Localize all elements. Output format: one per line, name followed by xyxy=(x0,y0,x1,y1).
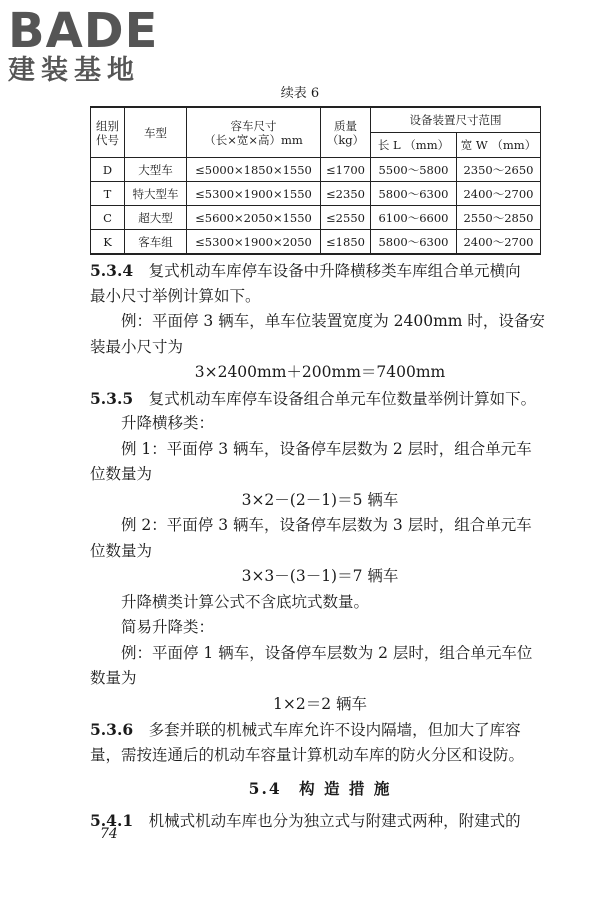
table-caption: 续表 6 xyxy=(280,86,320,101)
header-size: 容车尺寸 （长×宽×高）mm xyxy=(187,107,321,158)
clause-5-4-1: 5.4.1 机械式机动车库也分为独立式与附建式两种，附建式的 xyxy=(90,810,521,830)
section-heading: 5.4 构 造 措 施 xyxy=(248,779,392,798)
header-mass: 质量 （kg） xyxy=(321,107,371,158)
spec-table xyxy=(90,106,541,255)
table-row: T 特大型车 ≤5300×1900×1550 ≤2350 5800～6300 2400～2700 xyxy=(91,182,541,206)
header-range: 设备装置尺寸范围 xyxy=(371,107,541,133)
table-row: D 大型车 ≤5000×1850×1550 ≤1700 5500～5800 2350～2650 xyxy=(91,158,541,182)
table-row: C 超大型 ≤5600×2050×1550 ≤2550 6100～6600 2550～2850 xyxy=(91,206,541,230)
bade-logo xyxy=(8,3,183,86)
header-code: 组别 代号 xyxy=(91,107,125,158)
header-width: 宽 W （mm） xyxy=(457,133,541,158)
logo-title: BADE xyxy=(8,3,159,59)
formula: 3×2－(2－1)＝5 辆车 xyxy=(241,490,399,509)
formula: 3×2400mm＋200mm＝7400mm xyxy=(194,363,446,381)
logo-subtitle: 建装基地 xyxy=(8,55,140,86)
clause-5-3-5: 5.3.5 复式机动车库停车设备组合单元车位数量举例计算如下。 xyxy=(90,388,537,408)
formula: 3×3－(3－1)＝7 辆车 xyxy=(241,567,399,585)
header-length: 长 L （mm） xyxy=(371,133,457,158)
table-row: K 客车组 ≤5300×1900×2050 ≤1850 5800～6300 2400～2700 xyxy=(91,230,541,255)
page-number: 74 xyxy=(100,826,118,842)
clause-5-3-6: 5.3.6 多套并联的机械式车库允许不设内隔墙，但加大了库容 xyxy=(90,720,521,739)
formula: 1×2＝2 辆车 xyxy=(273,694,367,713)
clause-5-3-4: 5.3.4 复式机动车库停车设备中升降横移类车库组合单元横向 xyxy=(90,261,521,280)
body-text: 5.3.4 复式机动车库停车设备中升降横移类车库组合单元横向 最小尺寸举例计算如下。 例：平面停 3 辆车，单车位装置宽度为 2400mm 时，设备安 装最小尺寸为 3×2400mm＋200mm＝7400mm 5.3.5 复式机动车库停车设备组合单元车位数量举例计算如下。 升降横移类： 例 1：平面停 3 辆车，设备停车层数为 2 层时，组合单元车 位数量为 3×2－(2－1)＝5 辆车 例 2：平面停 3 辆车，设备停车层数为 3 层时，组合单元车 位数量为 3×3－(3－1)＝7 辆车 升降横类计算公式不含底坑式数量。 简易升降类： 例：平面停 1 辆车，设备停车层数为 2 层时，组合单元车位 数量为 1×2＝2 辆车 5.3.6 多套并联的机械式车库允许不设内隔墙，但加大了库容 量，需按连通后的机动车容量计算机动车库的防火分区和设防。 5.4 构 造 措 施 5.4.1 机械式机动车库也分为独立式与附建式两种，附建式的 xyxy=(90,258,550,833)
header-type: 车型 xyxy=(125,107,187,158)
